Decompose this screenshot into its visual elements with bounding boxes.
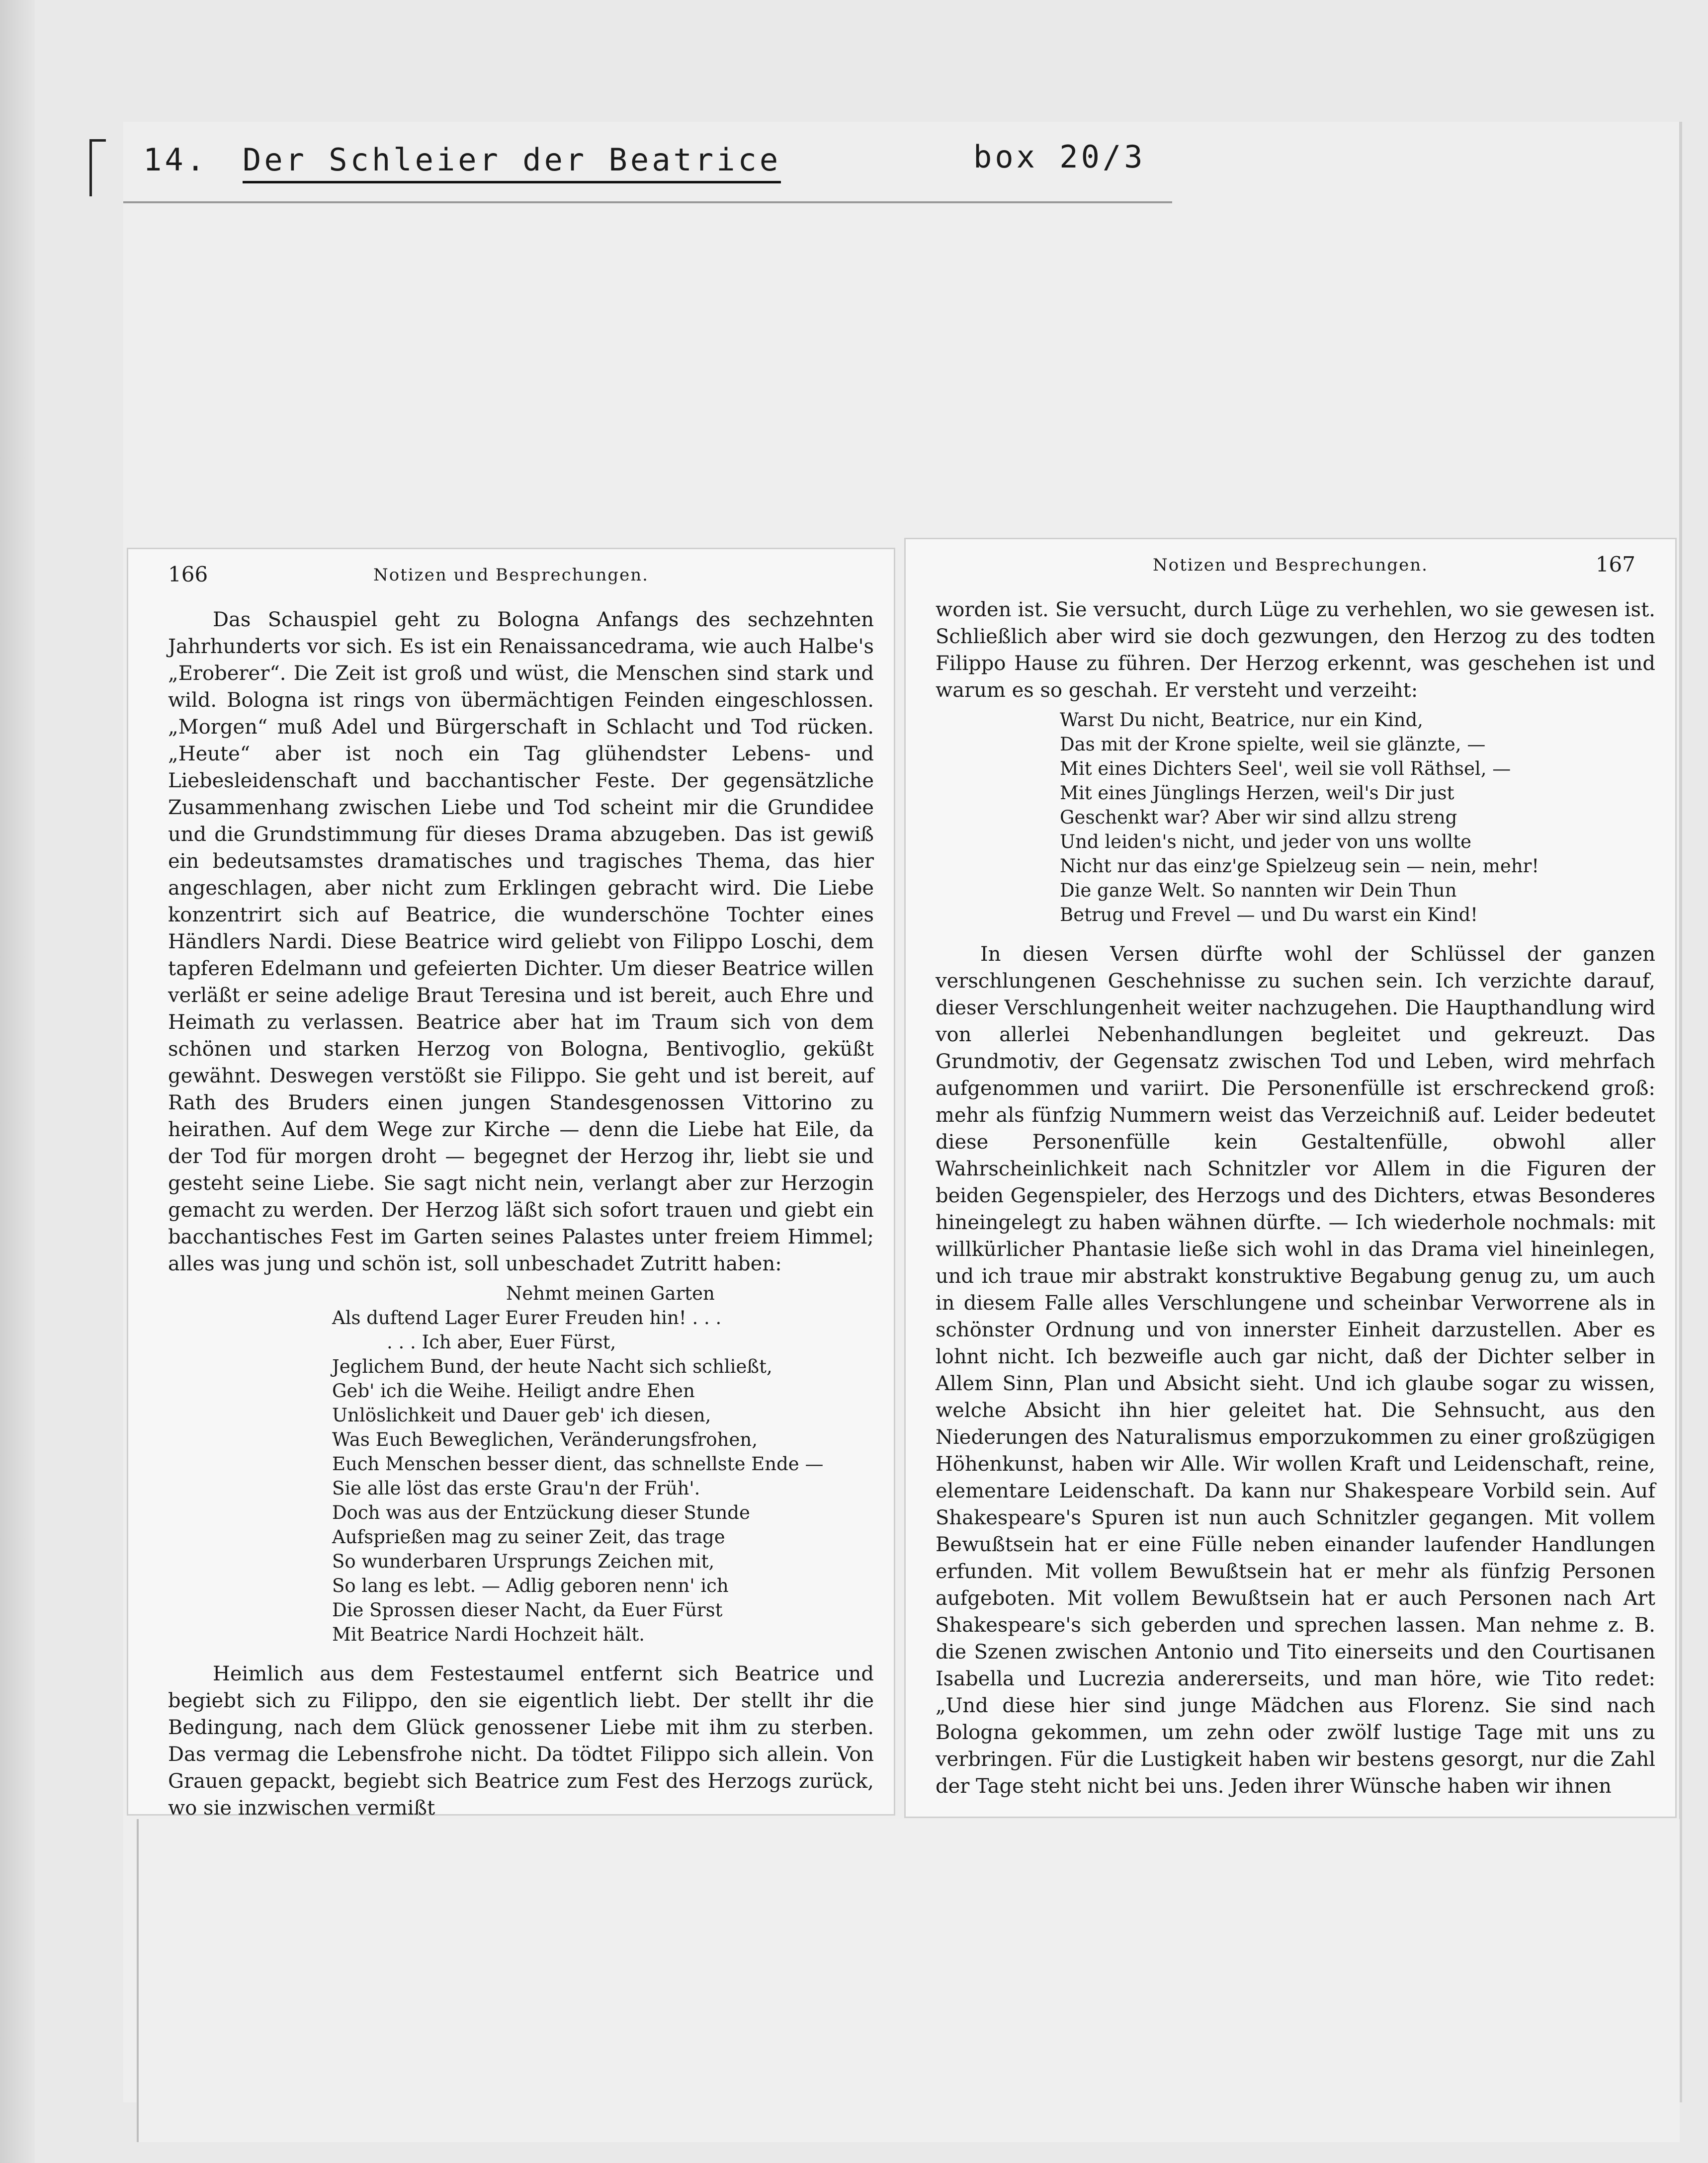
verse-line: Das mit der Krone spielte, weil sie glänzte, — bbox=[1060, 734, 1486, 755]
verse-line: Unlöslichkeit und Dauer geb' ich diesen, bbox=[332, 1405, 711, 1426]
verse-line: So lang es lebt. — Adlig geboren nenn' ich bbox=[332, 1575, 729, 1596]
verse-line: Was Euch Beweglichen, Veränderungsfrohen, bbox=[332, 1429, 758, 1450]
verse-line: Nicht nur das einz'ge Spielzeug sein — nein, mehr! bbox=[1060, 855, 1539, 877]
verse-line: . . . Ich aber, Euer Fürst, bbox=[387, 1331, 616, 1353]
article-body bbox=[168, 606, 874, 1822]
paragraph: Heimlich aus dem Festestaumel entfernt sich Beatrice und begiebt sich zu Filippo, den sie eigentlich liebt. Der stellt ihr die Bedingung, nach dem Glück genossener Liebe mit ihm zu sterben. Das vermag die Lebensfrohe nicht. Da tödtet Filippo sich allein. Von Grauen gepackt, begiebt sich Beatrice zum Fest des Herzogs zurück, wo sie inzwischen vermißt bbox=[168, 1663, 874, 1820]
verse-line: Die Sprossen dieser Nacht, da Euer Fürst bbox=[332, 1599, 723, 1621]
verse-line: Mit eines Jünglings Herzen, weil's Dir just bbox=[1060, 782, 1454, 804]
verse-line: Sie alle löst das erste Grau'n der Früh'. bbox=[332, 1478, 700, 1499]
clipping-page-left bbox=[128, 549, 894, 1820]
verse-line: Und leiden's nicht, und jeder von uns wollte bbox=[1060, 831, 1472, 852]
clipping-page-right bbox=[906, 539, 1675, 1817]
verse-line: Die ganze Welt. So nannten wir Dein Thun bbox=[1060, 880, 1457, 901]
paragraph: Das Schauspiel geht zu Bologna Anfangs des sechzehnten Jahrhunderts vor sich. Es ist ein Renaissancedrama, wie auch Halbe's „Eroberer“. Die Zeit ist groß und wüst, die Menschen sind stark und wild. Bologna ist rings von übermächtigen Feinden eingeschlossen. „Morgen“ muß Adel und Bürgerschaft in Schlacht und Tod rücken. „Heute“ aber ist noch ein Tag glühendster Lebens- und Liebesleidenschaft und bacchantischer Feste. Der gegensätzliche Zusammenhang zwischen Liebe und Tod scheint mir die Grundidee und die Grundstimmung für dieses Drama abzugeben. Das ist gewiß ein bedeutsamstes dramatisches und tragisches Thema, das hier angeschlagen, aber nicht zum Erklingen gebracht wird. Die Liebe konzentrirt sich auf Beatrice, die wunderschöne Tochter eines Händlers Nardi. Diese Beatrice wird geliebt von Filippo Loschi, dem tapferen Edelmann und gefeierten Dichter. Um dieser Beatrice willen verläßt er seine adelige Braut Teresina und ist bereit, auch Ehre und Heimath zu verlassen. Beatrice aber hat im Traum sich von dem schönen und starken Herzog von Bologna, Bentivoglio, geküßt gewähnt. Deswegen verstößt sie Filippo. Sie geht und ist bereit, auf Rath des Bruders einen jungen Standesgenossen Vittorino zu heirathen. Auf dem Wege zur Kirche — denn die Liebe hat Eile, da der Tod für morgen droht — begegnet der Herzog ihr, liebt sie und gesteht seine Liebe. Sie sagt nicht nein, verlangt aber zur Herzogin gemacht zu werden. Der Herzog läßt sich sofort trauen und giebt ein bacchantisches Fest im Garten seines Palastes unter freiem Himmel; alles was jung und schön ist, soll unbeschadet Zutritt haben: bbox=[168, 608, 874, 1275]
paragraph: In diesen Versen dürfte wohl der Schlüssel der ganzen verschlungenen Geschehnisse zu suchen sein. Ich verzichte darauf, dieser Verschlungenheit weiter nachzugehen. Die Haupthandlung wird von allerlei Nebenhandlungen begleitet und gekreuzt. Das Grundmotiv, der Gegensatz zwischen Tod und Leben, wird mehrfach aufgenommen und variirt. Die Personenfülle ist erschreckend groß: mehr als fünfzig Nummern weist das Verzeichniß auf. Leider bedeutet diese Personenfülle kein Gestaltenfülle, obwohl aller Wahrscheinlichkeit nach Schnitzler vor Allem in die Figuren der beiden Gegenspieler, des Herzogs und des Dichters, etwas Besonderes hineingelegt zu haben wähnen dürfte. — Ich wiederhole nochmals: mit willkürlicher Phantasie ließe sich wohl in das Drama viel hineinlegen, und ich traue mir abstrakt konstruktive Begabung genug zu, um auch in diesem Falle alles Verschlungene und scheinbar Verworrene als in schönster Ordnung und von innerster Einheit darzustellen. Aber es lohnt nicht. Ich bezweifle auch gar nicht, daß der Dichter selber in Allem Sinn, Plan und Absicht sieht. Und ich glaube sogar zu wissen, welche Absicht ihn hier geleitet hat. Die Sehnsucht, aus den Niederungen des Naturalismus emporzukommen zu einer großzügigen Höhenkunst, haben wir Alle. Wir wollen Kraft und Leidenschaft, reine, elementare Leidenschaft. Da kann nur Shakespeare Vorbild sein. Auf Shakespeare's Spuren ist nun auch Schnitzler gegangen. Mit vollem Bewußtsein hat er eine Fülle neben einander laufender Handlungen erfunden. Mit vollem Bewußtsein hat er mehr als fünfzig Personen aufgeboten. Mit vollem Bewußtsein hat er auch Personen nach Art Shakespeare's sich geberden und sprechen lassen. Man nehme z. B. die Szenen zwischen Antonio und Tito einerseits und den Courtisanen Isabella und Lucrezia andererseits, und man höre, wie Tito redet: „Und diese hier sind junge Mädchen aus Florenz. Sie sind nach Bologna gekommen, um zehn oder zwölf lustige Tage mit uns zu verbringen. Für die Lustigkeit haben wir bestens gesorgt, nur die Zahl der Tage steht nicht bei uns. Jeden ihrer Wünsche haben wir ihnen bbox=[936, 943, 1655, 1798]
verse-line: Mit eines Dichters Seel', weil sie voll Räthsel, — bbox=[1060, 758, 1511, 779]
verse-quote bbox=[168, 1281, 874, 1647]
running-head bbox=[168, 562, 854, 592]
verse-line: Geschenkt war? Aber wir sind allzu streng bbox=[1060, 807, 1457, 828]
verse-line: Betrug und Frevel — und Du warst ein Kind! bbox=[1060, 904, 1478, 925]
page-number: 167 bbox=[1595, 552, 1635, 577]
running-title: Notizen und Besprechungen. bbox=[1153, 555, 1428, 575]
verse-line: Nehmt meinen Garten bbox=[506, 1283, 715, 1304]
box-label: box 20/3 bbox=[973, 139, 1146, 175]
folder-number: 14. bbox=[143, 142, 208, 178]
paragraph: worden ist. Sie versucht, durch Lüge zu verhehlen, wo sie gewesen ist. Schließlich aber wird sie doch gezwungen, den Herzog zu des todten Filippo Hause zu führen. Der Herzog erkennt, was geschehen ist und warum es so geschah. Er versteht und verzeiht: bbox=[936, 598, 1655, 702]
verse-line: So wunderbaren Ursprungs Zeichen mit, bbox=[332, 1551, 715, 1572]
running-title: Notizen und Besprechungen. bbox=[373, 565, 649, 585]
mounting-sheet-lower bbox=[137, 1819, 1680, 2142]
verse-quote bbox=[936, 708, 1655, 927]
verse-line: Als duftend Lager Eurer Freuden hin! . . . bbox=[332, 1307, 722, 1329]
running-head bbox=[945, 552, 1635, 582]
page-number: 166 bbox=[168, 562, 208, 586]
article-body bbox=[936, 596, 1655, 1800]
verse-line: Jeglichem Bund, der heute Nacht sich schließt, bbox=[332, 1356, 772, 1377]
verse-line: Doch was aus der Entzückung dieser Stunde bbox=[332, 1502, 750, 1523]
verse-line: Euch Menschen besser dient, das schnellste Ende — bbox=[332, 1453, 824, 1475]
scan-background-edge bbox=[0, 0, 35, 2163]
corner-bracket-mark bbox=[89, 139, 106, 196]
verse-line: Mit Beatrice Nardi Hochzeit hält. bbox=[332, 1624, 645, 1645]
folder-title: Der Schleier der Beatrice bbox=[243, 142, 781, 183]
verse-line: Geb' ich die Weihe. Heiligt andre Ehen bbox=[332, 1380, 695, 1402]
verse-line: Warst Du nicht, Beatrice, nur ein Kind, bbox=[1060, 709, 1423, 731]
archive-label bbox=[123, 122, 1172, 203]
verse-line: Aufsprießen mag zu seiner Zeit, das trage bbox=[332, 1526, 725, 1548]
